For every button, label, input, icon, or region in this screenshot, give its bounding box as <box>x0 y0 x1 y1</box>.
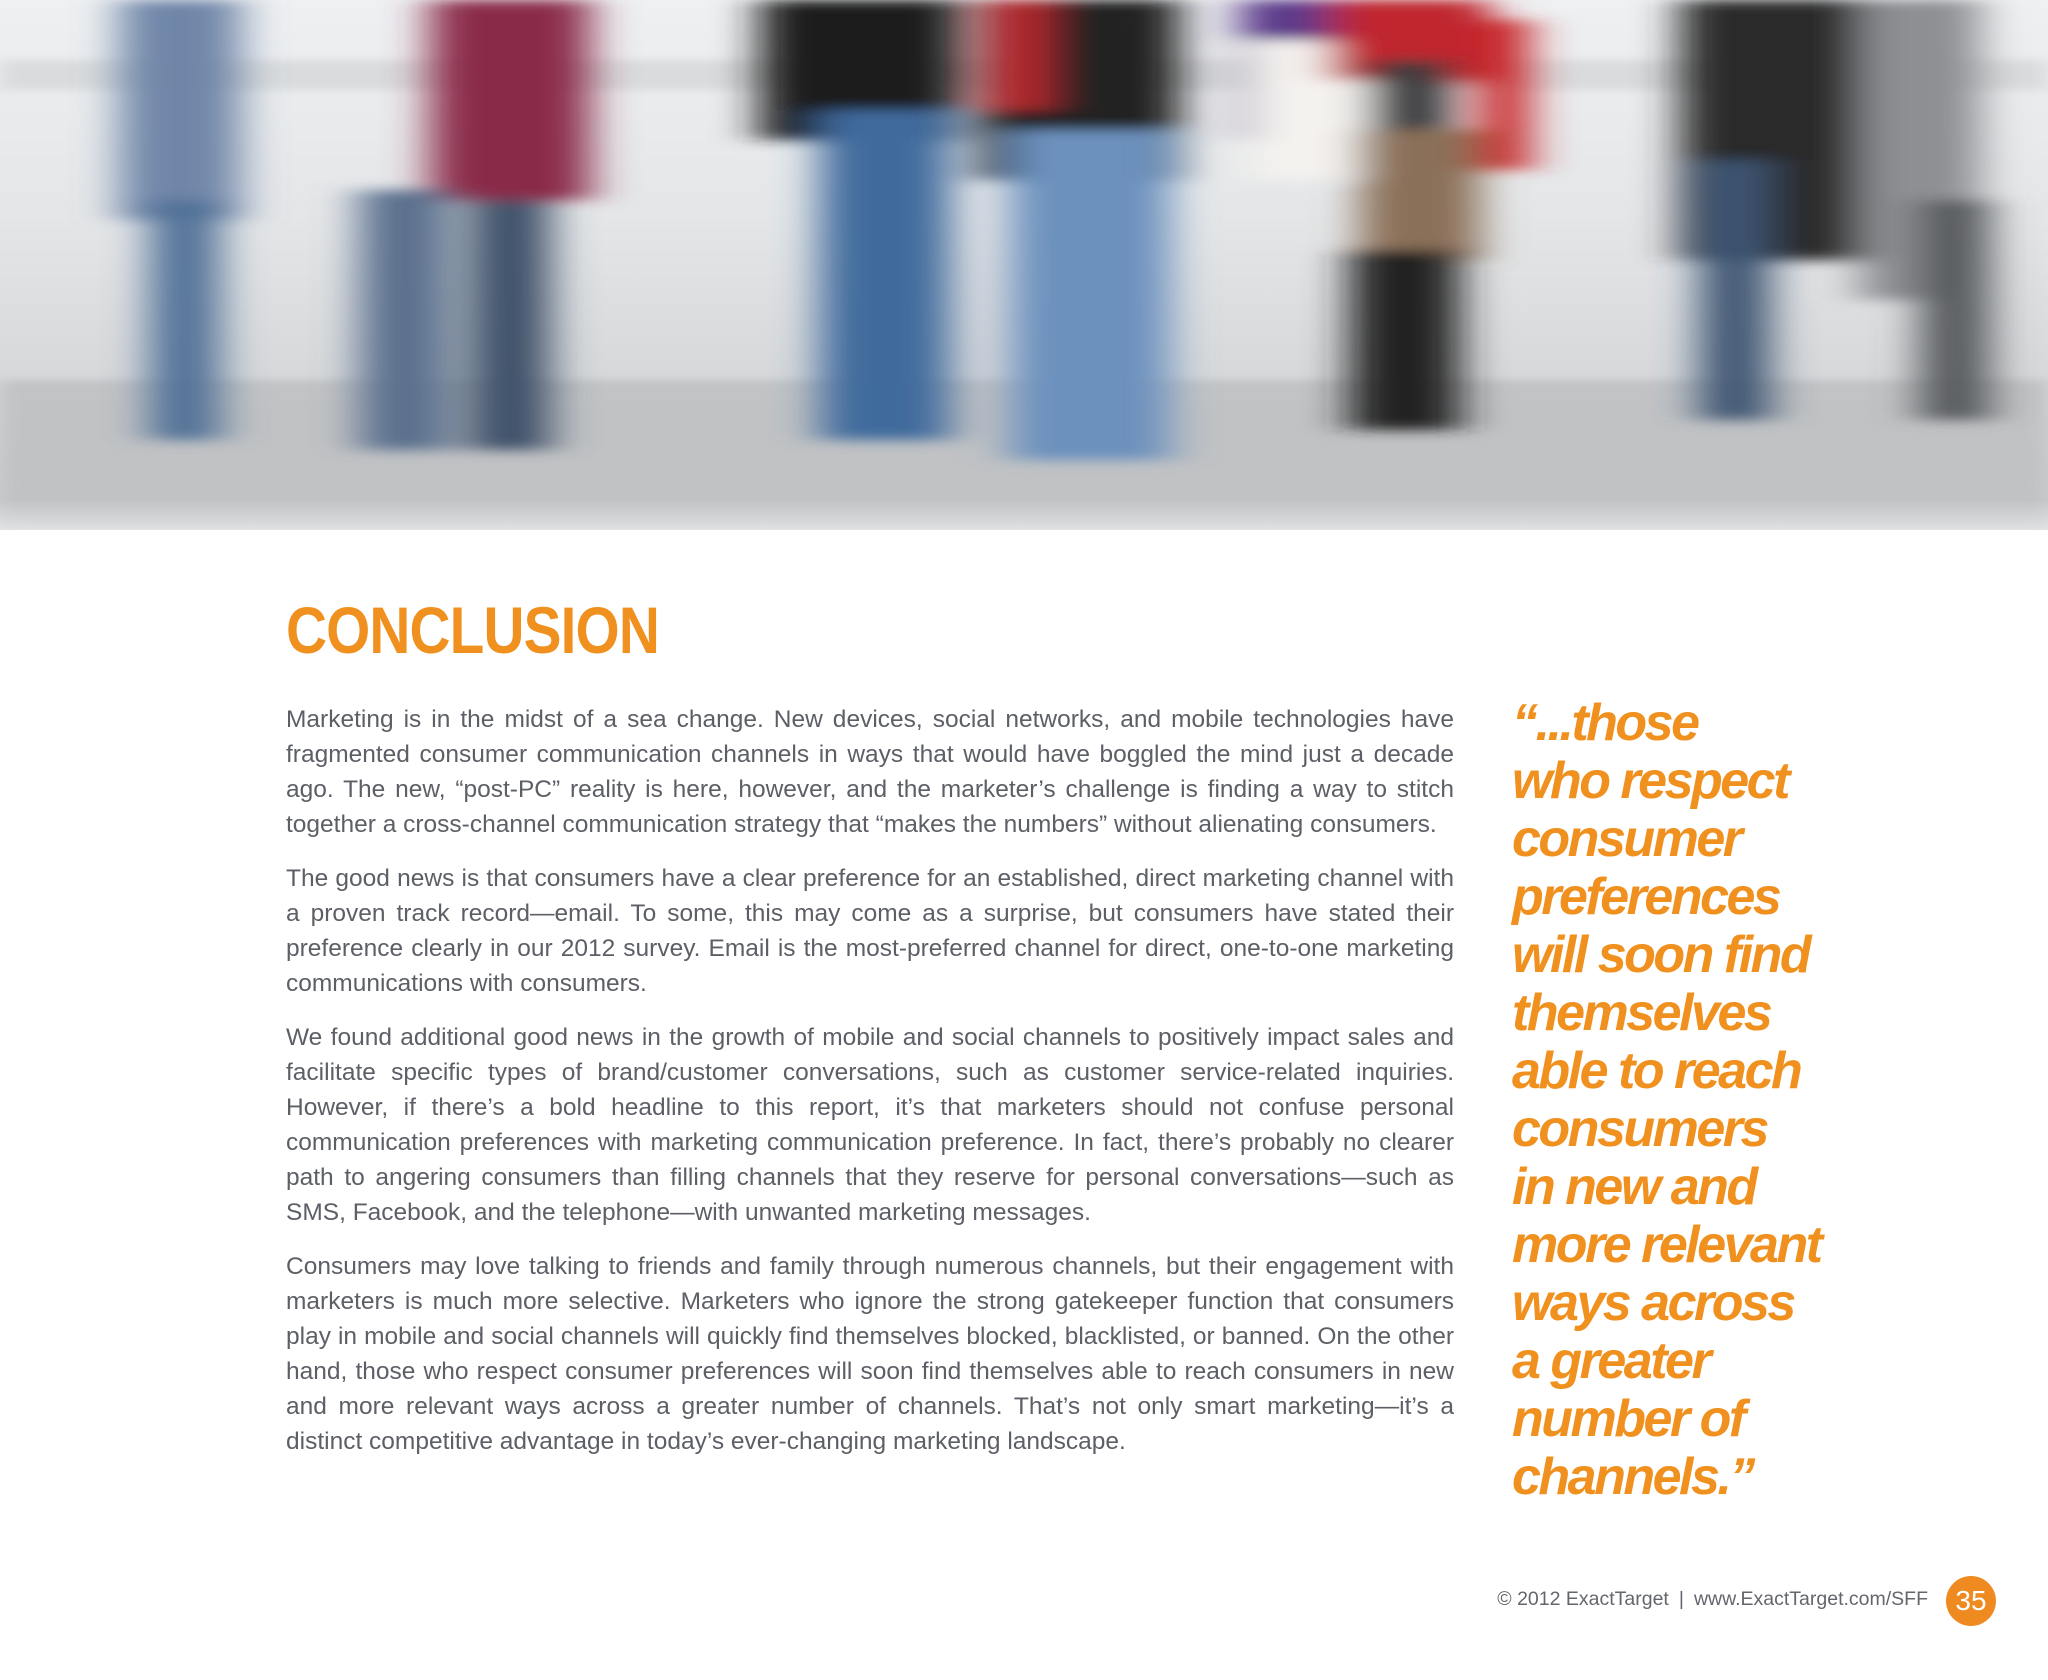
pull-quote-line: consumers <box>1512 1100 1767 1158</box>
footer <box>1300 1584 1928 1614</box>
pull-quote-line: channels.” <box>1512 1448 1753 1506</box>
paragraph-1: Marketing is in the midst of a sea change. New devices, social networks, and mobile technologies have fragmented consumer communication channels in ways that would have boggled the mind just a decade ago. The new, “post-PC” reality is here, however, and the marketer’s challenge is finding a way to stitch together a cross-channel communication strategy that “makes the numbers” without alienating consumers. <box>286 706 1454 838</box>
pull-quote-line: preferences <box>1512 868 1780 926</box>
paragraph-3: We found additional good news in the growth of mobile and social channels to positively impact sales and facilitate specific types of brand/customer conversations, such as customer service-related inquiries. However, if there’s a bold headline to this report, it’s that marketers should not confuse personal communication preferences with marketing communication preference. In fact, there’s probably no clearer path to angering consumers than filling channels that they reserve for personal conversations—such as SMS, Facebook, and the telephone—with unwanted marketing messages. <box>286 1024 1454 1226</box>
paragraph-2: The good news is that consumers have a clear preference for an established, direct marketing channel with a proven track record—email. To some, this may come as a surprise, but consumers have stated their preference clearly in our 2012 survey. Email is the most-preferred channel for direct, one-to-one marketing communications with consumers. <box>286 865 1454 997</box>
hero-photo <box>0 0 2048 530</box>
pull-quote-line: themselves <box>1512 984 1771 1042</box>
pull-quote-line: able to reach <box>1512 1042 1801 1100</box>
pull-quote-line: “...those <box>1512 694 1698 752</box>
pull-quote-line: number of <box>1512 1390 1744 1448</box>
footer-separator: | <box>1678 1588 1684 1610</box>
footer-copyright: © 2012 ExactTarget <box>1497 1588 1669 1610</box>
pull-quote-line: a greater <box>1512 1332 1710 1390</box>
hero-fade <box>0 500 2048 560</box>
body-text <box>286 702 1454 1478</box>
footer-url-link[interactable]: www.ExactTarget.com/SFF <box>1693 1588 1928 1610</box>
pull-quote <box>1512 694 1852 1506</box>
pull-quote-line: ways across <box>1512 1274 1794 1332</box>
pull-quote-line: more relevant <box>1512 1216 1821 1274</box>
pull-quote-line: consumer <box>1512 810 1741 868</box>
paragraph-4: Consumers may love talking to friends and family through numerous channels, but their engagement with marketers is much more selective. Marketers who ignore the strong gatekeeper function that consumers play in mobile and social channels will quickly find themselves blocked, blacklisted, or banned. On the other hand, those who respect consumer preferences will soon find themselves able to reach consumers in new and more relevant ways across a greater number of channels. That’s not only smart marketing—it’s a distinct competitive advantage in today’s ever-changing marketing landscape. <box>286 1253 1454 1455</box>
pull-quote-line: who respect <box>1512 752 1788 810</box>
page-title: CONCLUSION <box>286 593 659 667</box>
page-number-badge: 35 <box>1946 1576 1996 1626</box>
hero-photo-graphic <box>0 0 2048 530</box>
pull-quote-line: in new and <box>1512 1158 1756 1216</box>
pull-quote-line: will soon find <box>1512 926 1810 984</box>
